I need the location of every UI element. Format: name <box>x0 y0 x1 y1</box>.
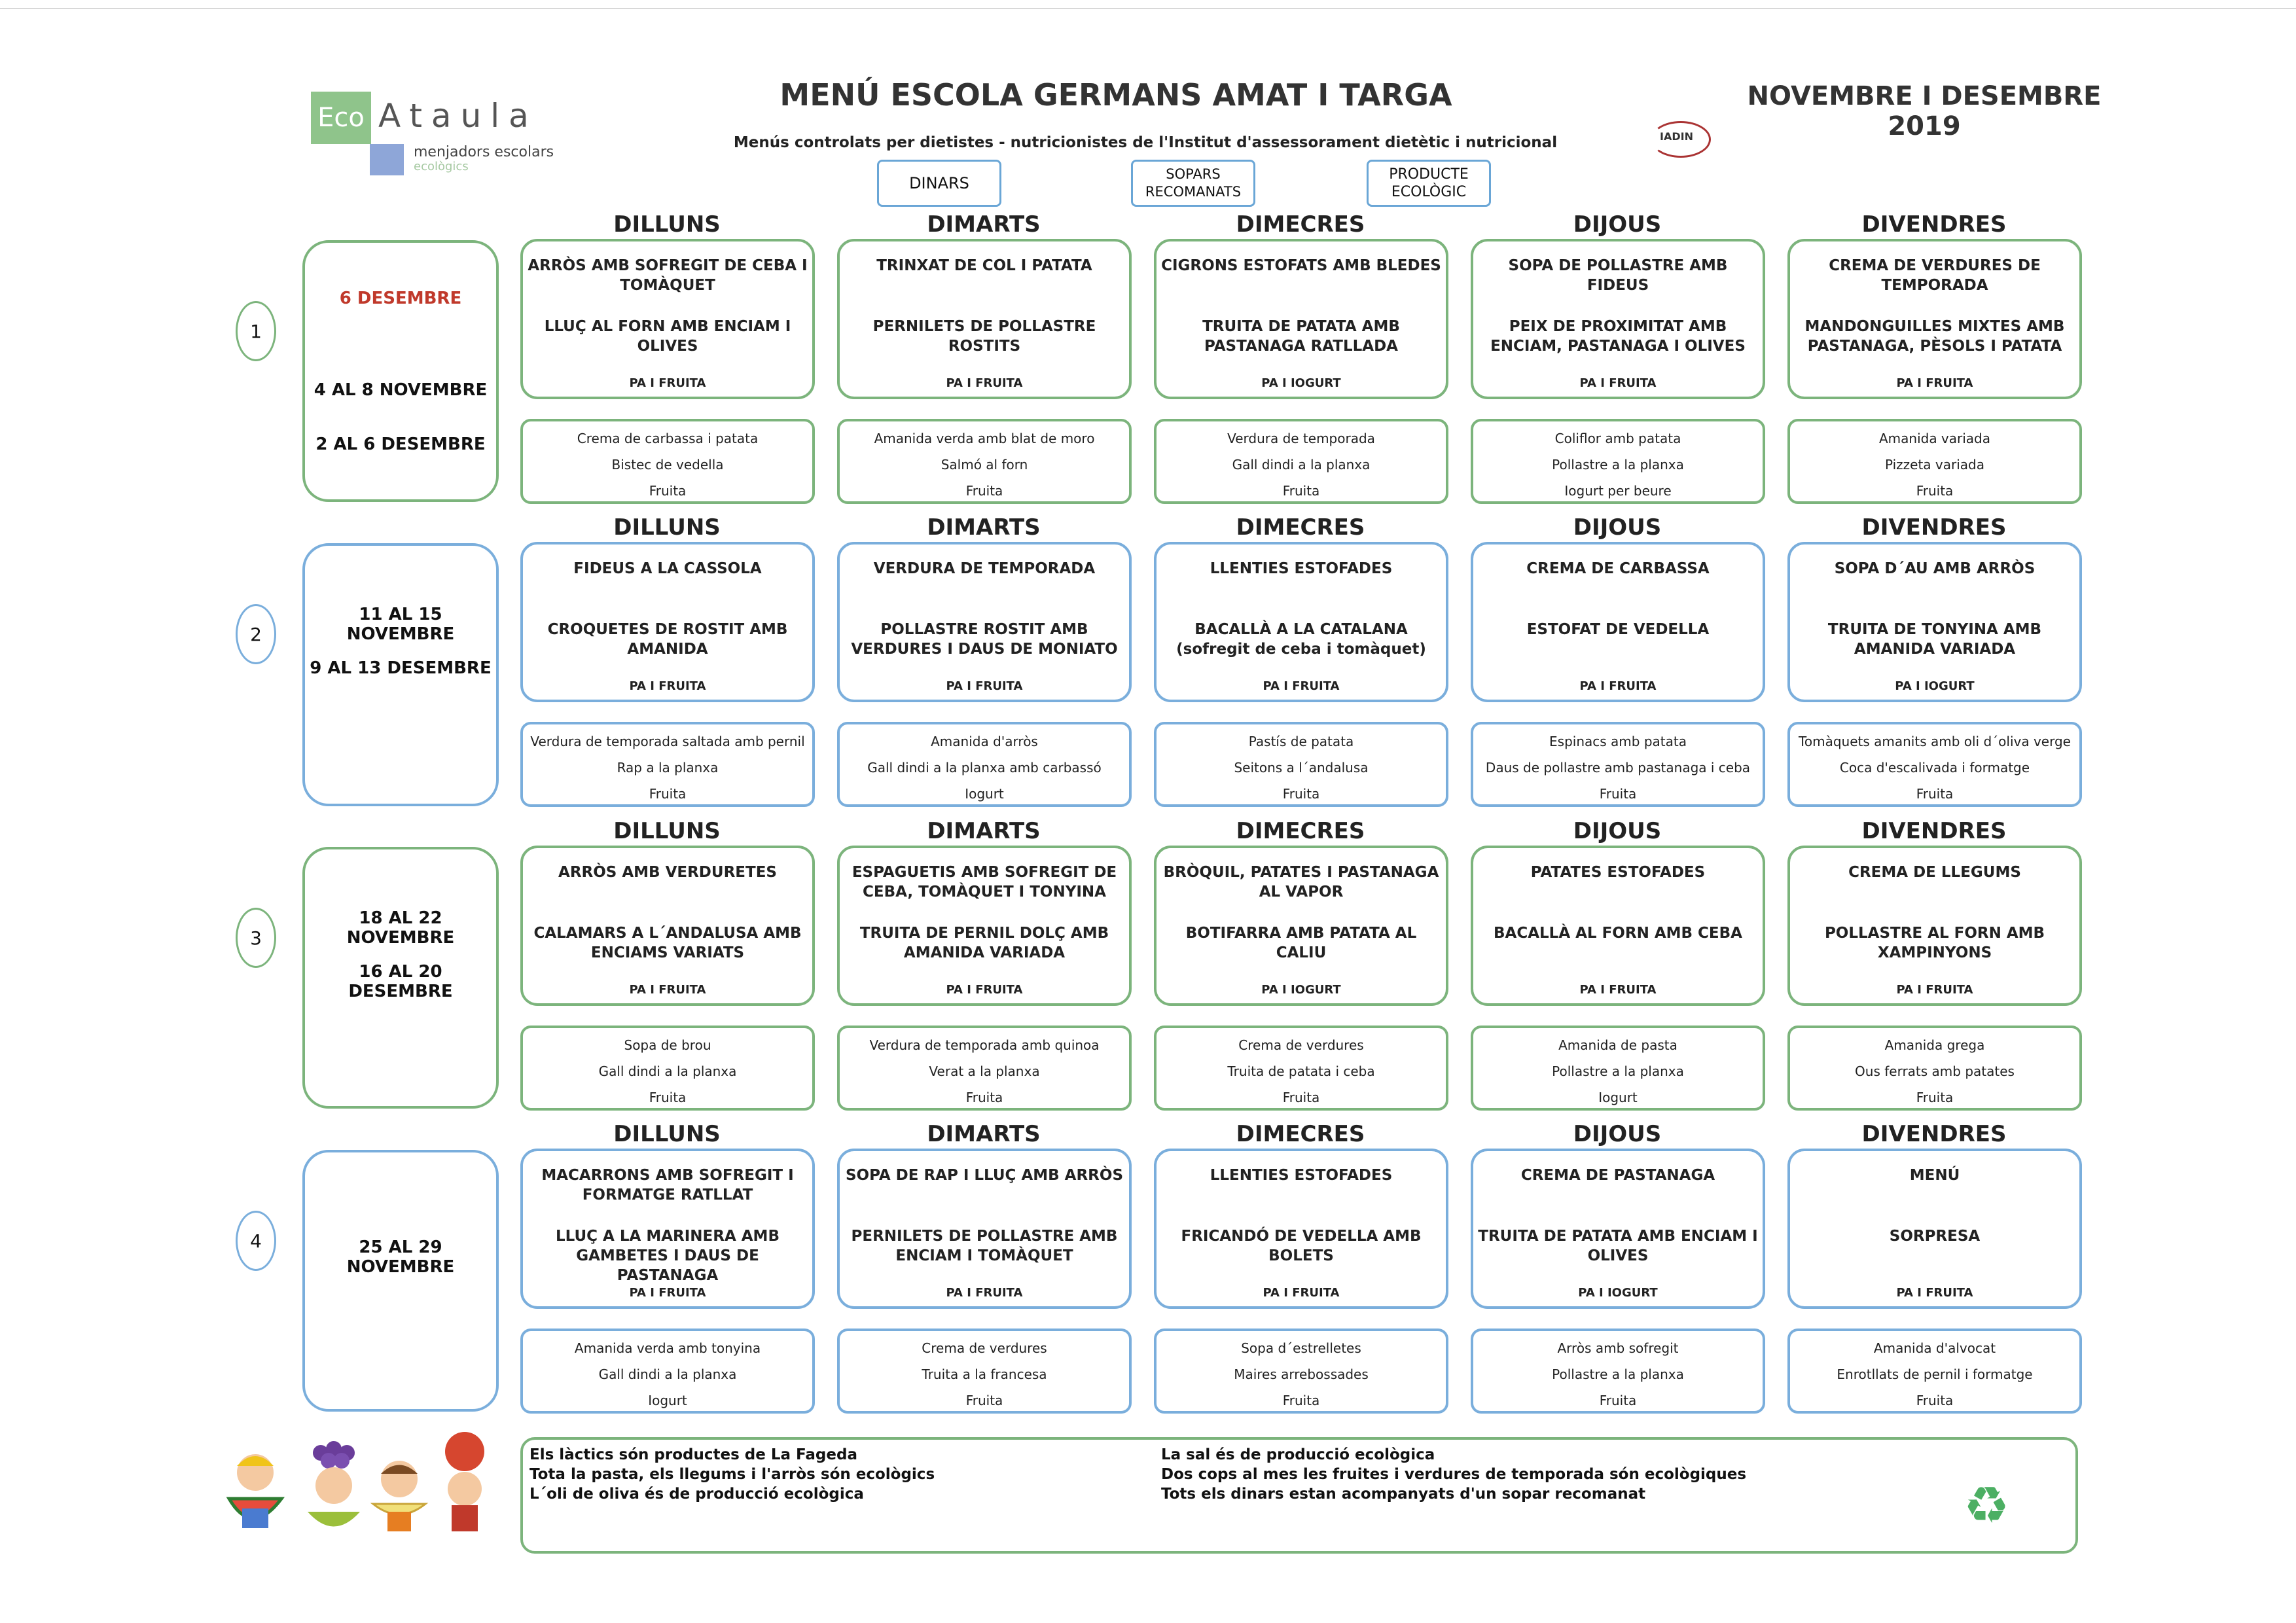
lunch-first-course: CREMA DE VERDURES DE TEMPORADA <box>1829 257 2041 294</box>
lunch-first-course: BRÒQUIL, PATATES I PASTANAGA AL VAPOR <box>1163 864 1439 901</box>
dinner-menu-box <box>1471 722 1765 807</box>
dinner-menu-box <box>1154 419 1448 504</box>
dinner-menu-box <box>1787 1329 2082 1414</box>
dinner-menu-box <box>520 419 815 504</box>
week-number-badge: 3 <box>236 908 276 968</box>
dinner-item: Fruita <box>965 1090 1003 1105</box>
lunch-first-course: ARRÒS AMB SOFREGIT DE CEBA I TOMÀQUET <box>528 257 808 294</box>
dinner-item: Iogurt <box>648 1393 687 1408</box>
dinner-menu-box <box>1154 1026 1448 1111</box>
kid-2-icon <box>308 1441 360 1527</box>
page-subtitle: Menús controlats per dietistes - nutricionistes de l'Institut d'assessorament dietètic i nutricional <box>733 134 1558 151</box>
dinner-item: Pollastre a la planxa <box>1552 1063 1684 1079</box>
day-heading: DIJOUS <box>1573 818 1662 844</box>
dinner-menu-box <box>1787 1026 2082 1111</box>
day-heading: DIMARTS <box>927 1121 1041 1147</box>
dinner-item: Fruita <box>1282 786 1320 802</box>
dinner-item: Sopa d´estrelletes <box>1241 1340 1361 1356</box>
dinner-item: Gall dindi a la planxa <box>1232 457 1371 473</box>
dinner-menu-box <box>1471 419 1765 504</box>
iadin-text: IADIN <box>1660 130 1693 143</box>
dinner-item: Espinacs amb patata <box>1549 734 1687 749</box>
kids-illustration-icon <box>223 1427 497 1544</box>
lunch-bread-dessert: PA I FRUITA <box>946 983 1023 997</box>
dinner-menu-box <box>837 722 1132 807</box>
dinner-item: Fruita <box>1916 786 1954 802</box>
lunch-second-course: TRUITA DE TONYINA AMB AMANIDA VARIADA <box>1827 621 2042 658</box>
lunch-bread-dessert: PA I FRUITA <box>1579 983 1657 997</box>
dinner-item: Iogurt <box>965 786 1004 802</box>
lunch-menu-box <box>1154 1149 1448 1309</box>
lunch-second-course: PERNILETS DE POLLASTRE ROSTITS <box>872 318 1096 355</box>
dinner-item: Bistec de vedella <box>611 457 724 473</box>
lunch-second-course: PERNILETS DE POLLASTRE AMB ENCIAM I TOMÀQUET <box>851 1228 1118 1264</box>
dinner-item: Amanida d'alvocat <box>1873 1340 1996 1356</box>
dinner-item: Fruita <box>1282 483 1320 499</box>
day-heading: DILLUNS <box>613 1121 721 1147</box>
dinner-item: Pizzeta variada <box>1884 457 1984 473</box>
lunch-bread-dessert: PA I FRUITA <box>1896 1286 1973 1300</box>
lunch-menu-box <box>1154 239 1448 399</box>
dinner-item: Fruita <box>649 786 687 802</box>
dinner-menu-box <box>1787 419 2082 504</box>
week-range-label: 9 AL 13 DESEMBRE <box>310 658 492 678</box>
day-heading: DIJOUS <box>1573 514 1662 541</box>
dinner-item: Sopa de brou <box>624 1037 711 1053</box>
dinner-item: Seitons a l´andalusa <box>1234 760 1369 776</box>
lunch-first-course: MACARRONS AMB SOFREGIT I FORMATGE RATLLAT <box>541 1167 794 1204</box>
lunch-bread-dessert: PA I FRUITA <box>1896 376 1973 390</box>
dinner-item: Fruita <box>1599 1393 1637 1408</box>
dinner-item: Fruita <box>649 1090 687 1105</box>
day-heading: DIVENDRES <box>1861 1121 2007 1147</box>
week-number-badge: 2 <box>236 604 276 664</box>
lunch-second-course: CROQUETES DE ROSTIT AMB AMANIDA <box>547 621 788 658</box>
dinner-item: Daus de pollastre amb pastanaga i ceba <box>1485 760 1751 776</box>
dinner-item: Gall dindi a la planxa amb carbassó <box>867 760 1102 776</box>
kid-4-icon <box>445 1432 484 1531</box>
dinner-item: Coliflor amb patata <box>1554 431 1681 446</box>
dinner-item: Ous ferrats amb patates <box>1855 1063 2015 1079</box>
week-number-badge: 4 <box>236 1211 276 1271</box>
dinner-item: Fruita <box>965 1393 1003 1408</box>
lunch-bread-dessert: PA I FRUITA <box>629 679 706 693</box>
dinner-item: Fruita <box>649 483 687 499</box>
lunch-bread-dessert: PA I FRUITA <box>946 1286 1023 1300</box>
lunch-bread-dessert: PA I FRUITA <box>946 679 1023 693</box>
dinner-menu-box <box>1471 1026 1765 1111</box>
lunch-first-course: FIDEUS A LA CASSOLA <box>573 560 762 577</box>
dinner-menu-box <box>520 1026 815 1111</box>
week-range-box <box>302 543 499 806</box>
dinner-menu-box <box>837 419 1132 504</box>
lunch-second-course: TRUITA DE PATATA AMB PASTANAGA RATLLADA <box>1202 318 1400 355</box>
day-heading: DILLUNS <box>613 818 721 844</box>
page-title: MENÚ ESCOLA GERMANS AMAT I TARGA <box>780 77 1452 113</box>
dinner-item: Fruita <box>1282 1393 1320 1408</box>
dinner-item: Maires arrebossades <box>1234 1366 1369 1382</box>
day-heading: DIJOUS <box>1573 211 1662 238</box>
day-heading: DIVENDRES <box>1861 514 2007 541</box>
week-range-label: 18 AL 22 NOVEMBRE <box>346 908 455 948</box>
dinner-menu-box <box>1154 1329 1448 1414</box>
dinner-item: Truita a la francesa <box>922 1366 1047 1382</box>
logo-subtitle: menjadors escolars <box>414 144 554 160</box>
lunch-bread-dessert: PA I IOGURT <box>1578 1286 1658 1300</box>
lunch-bread-dessert: PA I FRUITA <box>629 1286 706 1300</box>
lunch-bread-dessert: PA I IOGURT <box>1261 376 1341 390</box>
dinner-item: Crema de verdures <box>1238 1037 1364 1053</box>
lunch-first-course: VERDURA DE TEMPORADA <box>873 560 1096 577</box>
week-range-box <box>302 240 499 502</box>
note-line: Tota la pasta, els llegums i l'arròs són ecològics <box>529 1466 935 1483</box>
lunch-menu-box <box>1471 846 1765 1006</box>
lunch-first-course: SOPA DE POLLASTRE AMB FIDEUS <box>1508 257 1728 294</box>
day-heading: DILLUNS <box>613 211 721 238</box>
day-heading: DIMARTS <box>927 818 1041 844</box>
week-highlight-date: 6 DESEMBRE <box>339 289 462 308</box>
dinner-item: Fruita <box>1916 1393 1954 1408</box>
week-range-label: 11 AL 15 NOVEMBRE <box>346 605 455 644</box>
dinner-item: Fruita <box>965 483 1003 499</box>
lunch-menu-box <box>837 1149 1132 1309</box>
lunch-bread-dessert: PA I FRUITA <box>1896 983 1973 997</box>
dinner-item: Fruita <box>1916 483 1954 499</box>
dinner-item: Gall dindi a la planxa <box>598 1366 737 1382</box>
legend-sopars: SOPARS RECOMANATS <box>1131 160 1255 207</box>
dinner-item: Fruita <box>1599 786 1637 802</box>
dinner-item: Pollastre a la planxa <box>1552 1366 1684 1382</box>
logo-wordmark: Ataula <box>378 97 538 135</box>
lunch-bread-dessert: PA I FRUITA <box>1263 1286 1340 1300</box>
lunch-first-course: SOPA DE RAP I LLUÇ AMB ARRÒS <box>845 1167 1124 1184</box>
dinner-menu-box <box>1154 722 1448 807</box>
dinner-menu-box <box>1787 722 2082 807</box>
week-range-label: 25 AL 29 NOVEMBRE <box>346 1238 455 1277</box>
dinner-item: Iogurt <box>1598 1090 1638 1105</box>
kid-3-icon <box>373 1461 425 1531</box>
day-heading: DIMARTS <box>927 514 1041 541</box>
lunch-menu-box <box>1787 846 2082 1006</box>
dinner-menu-box <box>837 1026 1132 1111</box>
lunch-second-course: LLUÇ AL FORN AMB ENCIAM I OLIVES <box>544 318 791 355</box>
lunch-second-course: ESTOFAT DE VEDELLA <box>1526 621 1710 638</box>
dinner-item: Coca d'escalivada i formatge <box>1839 760 2030 776</box>
dinner-item: Amanida verda amb tonyina <box>574 1340 761 1356</box>
day-heading: DIMECRES <box>1236 1121 1365 1147</box>
lunch-menu-box <box>1471 1149 1765 1309</box>
dinner-item: Amanida verda amb blat de moro <box>874 431 1095 446</box>
lunch-first-course: CREMA DE PASTANAGA <box>1520 1167 1715 1184</box>
week-number-badge: 1 <box>236 301 276 361</box>
dinner-item: Rap a la planxa <box>617 760 719 776</box>
period-title: NOVEMBRE I DESEMBRE 2019 <box>1747 81 2102 141</box>
week-range-box <box>302 847 499 1109</box>
lunch-menu-box <box>520 846 815 1006</box>
notes-box <box>520 1437 2078 1554</box>
lunch-menu-box <box>520 1149 815 1309</box>
note-line: Tots els dinars estan acompanyats d'un sopar recomanat <box>1161 1486 1646 1503</box>
lunch-first-course: ARRÒS AMB VERDURETES <box>558 864 777 881</box>
dinner-item: Amanida grega <box>1884 1037 1985 1053</box>
lunch-bread-dessert: PA I FRUITA <box>629 376 706 390</box>
lunch-menu-box <box>837 239 1132 399</box>
dinner-item: Crema de verdures <box>922 1340 1047 1356</box>
lunch-second-course: PEIX DE PROXIMITAT AMB ENCIAM, PASTANAGA I OLIVES <box>1490 318 1746 355</box>
day-heading: DIMECRES <box>1236 211 1365 238</box>
lunch-bread-dessert: PA I IOGURT <box>1895 679 1975 693</box>
lunch-second-course: SORPRESA <box>1889 1228 1981 1245</box>
day-heading: DIVENDRES <box>1861 818 2007 844</box>
dinner-item: Fruita <box>1916 1090 1954 1105</box>
lunch-bread-dessert: PA I IOGURT <box>1261 983 1341 997</box>
iadin-logo <box>1651 121 1713 159</box>
lunch-menu-box <box>520 542 815 702</box>
dinner-item: Verdura de temporada saltada amb pernil <box>530 734 805 749</box>
lunch-menu-box <box>1154 542 1448 702</box>
lunch-second-course: POLLASTRE ROSTIT AMB VERDURES I DAUS DE MONIATO <box>851 621 1118 658</box>
week-range-box <box>302 1150 499 1412</box>
logo-blue-block <box>370 144 404 175</box>
day-heading: DIMARTS <box>927 211 1041 238</box>
top-rule <box>0 8 2296 9</box>
dinner-item: Pastís de patata <box>1248 734 1354 749</box>
lunch-first-course: LLENTIES ESTOFADES <box>1210 1167 1393 1184</box>
lunch-second-course: MANDONGUILLES MIXTES AMB PASTANAGA, PÈSOLS I PATATA <box>1804 318 2065 355</box>
day-heading: DILLUNS <box>613 514 721 541</box>
dinner-item: Fruita <box>1282 1090 1320 1105</box>
lunch-first-course: LLENTIES ESTOFADES <box>1210 560 1393 577</box>
lunch-menu-box <box>1471 542 1765 702</box>
lunch-second-course: BACALLÀ AL FORN AMB CEBA <box>1494 925 1742 942</box>
lunch-first-course: CIGRONS ESTOFATS AMB BLEDES <box>1161 257 1441 274</box>
dinner-menu-box <box>520 1329 815 1414</box>
kid-1-icon <box>229 1454 281 1528</box>
week-range-label: 16 AL 20 DESEMBRE <box>348 962 453 1001</box>
lunch-first-course: PATATES ESTOFADES <box>1530 864 1706 881</box>
dinner-item: Amanida de pasta <box>1558 1037 1677 1053</box>
lunch-bread-dessert: PA I FRUITA <box>1263 679 1340 693</box>
dinner-item: Arròs amb sofregit <box>1557 1340 1679 1356</box>
lunch-bread-dessert: PA I FRUITA <box>629 983 706 997</box>
lunch-first-course: CREMA DE CARBASSA <box>1526 560 1710 577</box>
lunch-menu-box <box>1471 239 1765 399</box>
lunch-second-course: TRUITA DE PERNIL DOLÇ AMB AMANIDA VARIADA <box>859 925 1109 961</box>
lunch-menu-box <box>1787 1149 2082 1309</box>
dinner-item: Pollastre a la planxa <box>1552 457 1684 473</box>
dinner-item: Truita de patata i ceba <box>1227 1063 1375 1079</box>
day-heading: DIVENDRES <box>1861 211 2007 238</box>
lunch-second-course: BACALLÀ A LA CATALANA (sofregit de ceba i tomàquet) <box>1176 621 1426 658</box>
lunch-second-course: LLUÇ A LA MARINERA AMB GAMBETES I DAUS DE PASTANAGA <box>556 1228 780 1284</box>
day-heading: DIMECRES <box>1236 514 1365 541</box>
dinner-menu-box <box>520 722 815 807</box>
lunch-first-course: TRINXAT DE COL I PATATA <box>876 257 1092 274</box>
dinner-item: Amanida d'arròs <box>931 734 1038 749</box>
dinner-item: Tomàquets amanits amb oli d´oliva verge <box>1799 734 2071 749</box>
dinner-item: Iogurt per beure <box>1564 483 1672 499</box>
dinner-item: Verdura de temporada <box>1227 431 1375 446</box>
lunch-menu-box <box>837 542 1132 702</box>
week-range-label: 4 AL 8 NOVEMBRE <box>314 380 488 400</box>
lunch-first-course: MENÚ <box>1909 1167 1960 1184</box>
lunch-bread-dessert: PA I FRUITA <box>1579 376 1657 390</box>
week-range-label: 2 AL 6 DESEMBRE <box>315 435 486 454</box>
dinner-item: Verat a la planxa <box>929 1063 1040 1079</box>
lunch-first-course: SOPA D´AU AMB ARRÒS <box>1834 560 2036 577</box>
dinner-item: Crema de carbassa i patata <box>577 431 759 446</box>
dinner-item: Amanida variada <box>1878 431 1991 446</box>
note-line: Els làctics són productes de La Fageda <box>529 1446 857 1463</box>
legend-producte: PRODUCTE ECOLÒGIC <box>1367 160 1491 207</box>
dinner-menu-box <box>1471 1329 1765 1414</box>
lunch-bread-dessert: PA I FRUITA <box>946 376 1023 390</box>
logo-eco-block: Eco <box>311 92 371 144</box>
legend-dinars: DINARS <box>877 160 1001 207</box>
day-heading: DIMECRES <box>1236 818 1365 844</box>
lunch-bread-dessert: PA I FRUITA <box>1579 679 1657 693</box>
logo-subtitle-2: ecològics <box>414 160 469 173</box>
recycle-icon: ♻ <box>1964 1476 2009 1535</box>
lunch-menu-box <box>1787 542 2082 702</box>
lunch-second-course: FRICANDÓ DE VEDELLA AMB BOLETS <box>1181 1228 1422 1264</box>
dinner-menu-box <box>837 1329 1132 1414</box>
lunch-second-course: CALAMARS A L´ANDALUSA AMB ENCIAMS VARIATS <box>533 925 802 961</box>
day-heading: DIJOUS <box>1573 1121 1662 1147</box>
dinner-item: Enrotllats de pernil i formatge <box>1837 1366 2033 1382</box>
lunch-second-course: BOTIFARRA AMB PATATA AL CALIU <box>1185 925 1417 961</box>
note-line: L´oli de oliva és de producció ecològica <box>529 1486 864 1503</box>
lunch-first-course: CREMA DE LLEGUMS <box>1848 864 2021 881</box>
note-line: Dos cops al mes les fruites i verdures de temporada són ecològiques <box>1161 1466 1747 1483</box>
lunch-first-course: ESPAGUETIS AMB SOFREGIT DE CEBA, TOMÀQUET I TONYINA <box>852 864 1117 901</box>
lunch-second-course: POLLASTRE AL FORN AMB XAMPINYONS <box>1824 925 2045 961</box>
dinner-item: Verdura de temporada amb quinoa <box>869 1037 1100 1053</box>
dinner-item: Gall dindi a la planxa <box>598 1063 737 1079</box>
lunch-menu-box <box>1787 239 2082 399</box>
lunch-second-course: TRUITA DE PATATA AMB ENCIAM I OLIVES <box>1478 1228 1758 1264</box>
note-line: La sal és de producció ecològica <box>1161 1446 1435 1463</box>
dinner-item: Salmó al forn <box>941 457 1028 473</box>
lunch-menu-box <box>837 846 1132 1006</box>
lunch-menu-box <box>1154 846 1448 1006</box>
lunch-menu-box <box>520 239 815 399</box>
